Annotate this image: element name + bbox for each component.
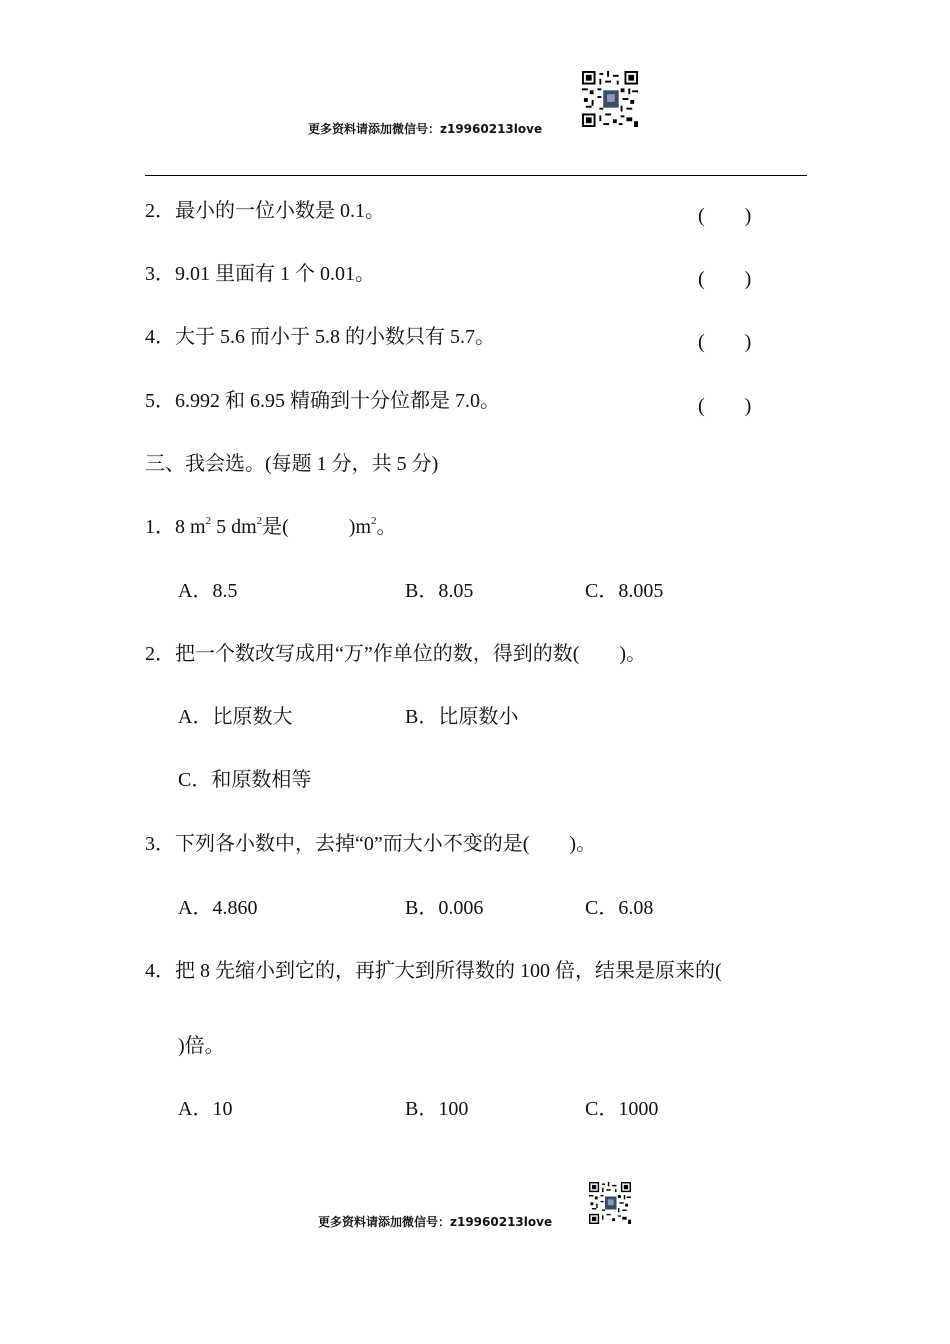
option-b: B．100	[405, 1098, 469, 1120]
q1-text-c: 是( )m	[262, 516, 372, 538]
option-b: B．比原数小	[405, 706, 519, 728]
answer-paren: ( )	[698, 205, 752, 227]
judge-item	[145, 388, 500, 414]
judge-item	[145, 198, 385, 224]
footer-contact-text: 更多资料请添加微信号：z19960213love	[318, 1215, 553, 1229]
question-4	[145, 958, 722, 984]
option-c: C．和原数相等	[178, 769, 312, 791]
item-number: 4．	[145, 326, 175, 348]
item-number: 2．	[145, 643, 175, 665]
option-c: C．1000	[585, 1098, 659, 1120]
option-c: C．8.005	[585, 580, 664, 602]
item-text: 把 8 先缩小到它的，再扩大到所得数的 100 倍，结果是原来的(	[175, 960, 722, 982]
item-number: 3．	[145, 263, 175, 285]
item-text: 下列各小数中，去掉“0”而大小不变的是( )。	[175, 833, 597, 855]
item-text: 6.992 和 6.95 精确到十分位都是 7.0。	[175, 390, 500, 412]
item-number: 1．	[145, 516, 175, 538]
judge-item	[145, 324, 495, 350]
item-number: 2．	[145, 200, 175, 222]
superscript: 2	[205, 515, 212, 527]
option-a: A．10	[178, 1098, 233, 1120]
header-rule	[145, 175, 807, 176]
superscript: 2	[256, 515, 263, 527]
header-contact-text: 更多资料请添加微信号：z19960213love	[308, 122, 543, 136]
question-1	[145, 514, 397, 540]
item-text: 大于 5.6 而小于 5.8 的小数只有 5.7。	[175, 326, 495, 348]
option-a: A．8.5	[178, 580, 238, 602]
q1-text-d: 。	[376, 516, 397, 538]
question-2	[145, 641, 646, 667]
superscript: 2	[371, 515, 377, 527]
item-number: 4．	[145, 960, 175, 982]
item-number: 5．	[145, 390, 175, 412]
option-b: B．0.006	[405, 897, 484, 919]
q1-text-a: 8 m	[175, 516, 206, 538]
section-title: 三、我会选。(每题 1 分，共 5 分)	[145, 453, 439, 475]
judge-item	[145, 261, 375, 287]
qr-code-icon	[589, 1182, 631, 1224]
q1-text-b: 5 dm	[211, 516, 257, 538]
answer-paren: ( )	[698, 268, 752, 290]
option-a: A．比原数大	[178, 706, 293, 728]
option-a: A．4.860	[178, 897, 258, 919]
question-3	[145, 831, 596, 857]
item-text: 9.01 里面有 1 个 0.01。	[175, 263, 375, 285]
answer-paren: ( )	[698, 395, 752, 417]
option-c: C．6.08	[585, 897, 654, 919]
item-text: 最小的一位小数是 0.1。	[175, 200, 385, 222]
option-b: B．8.05	[405, 580, 474, 602]
item-text: 把一个数改写成用“万”作单位的数，得到的数( )。	[175, 643, 647, 665]
question-4-continuation: )倍。	[178, 1035, 225, 1057]
qr-code-icon	[582, 71, 638, 127]
answer-paren: ( )	[698, 331, 752, 353]
item-number: 3．	[145, 833, 175, 855]
